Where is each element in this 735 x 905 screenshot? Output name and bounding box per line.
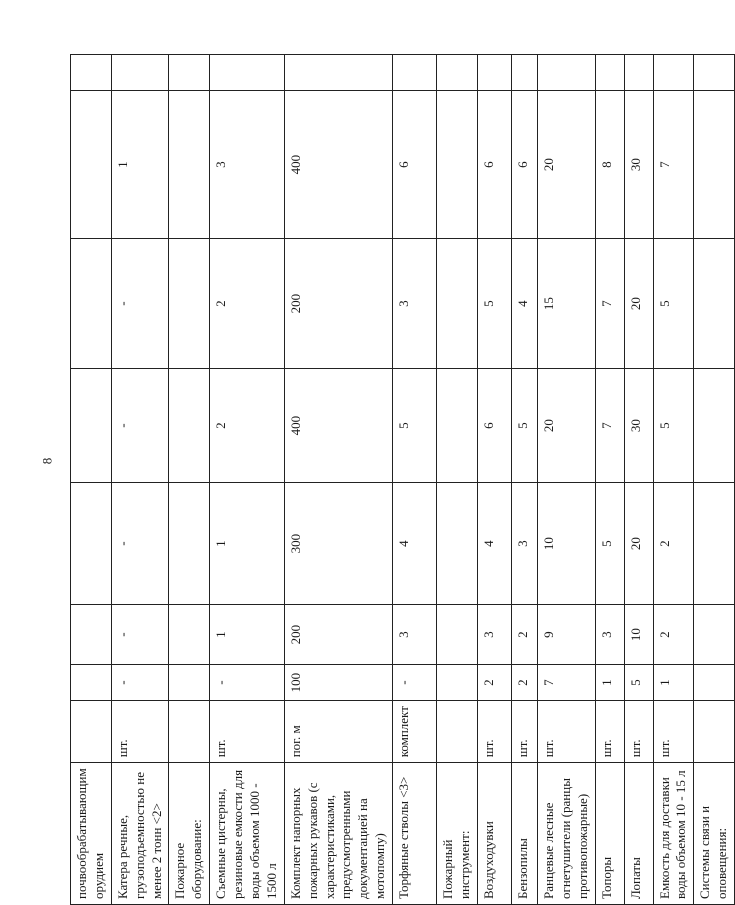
value-cell [169,369,210,483]
item-name-cell: Воздуходувки [477,763,511,905]
value-cell [694,665,735,701]
value-cell: 2 [511,665,537,701]
value-cell: 1 [210,605,285,665]
value-cell: 9 [537,605,595,665]
page-number: 8 [39,457,55,465]
item-name-cell: Пожарное оборудование: [169,763,210,905]
value-cell [169,55,210,91]
item-name-cell: Ранцевые лесные огнетушители (ранцы противопожарные) [537,763,595,905]
item-name-cell: Емкость для доставки воды объемом 10 - 15 л [653,763,694,905]
unit-cell: шт. [537,701,595,763]
value-cell: 400 [284,91,392,239]
value-cell: 2 [210,369,285,483]
value-cell: - [111,239,169,369]
value-cell: 7 [653,91,694,239]
value-cell [694,483,735,605]
unit-cell: шт. [624,701,653,763]
value-cell [437,605,478,665]
value-cell: 4 [393,483,437,605]
value-cell: 200 [284,605,392,665]
value-cell [284,55,392,91]
unit-cell [169,701,210,763]
value-cell: - [111,605,169,665]
value-cell: 7 [595,239,624,369]
value-cell: 7 [537,665,595,701]
value-cell [694,605,735,665]
table-row [393,55,437,905]
value-cell: 5 [653,369,694,483]
value-cell: 3 [511,483,537,605]
table-row [284,55,392,905]
value-cell: 200 [284,239,392,369]
value-cell: 2 [210,239,285,369]
value-cell [694,239,735,369]
value-cell [595,55,624,91]
table-row [477,55,511,905]
unit-cell: шт. [653,701,694,763]
value-cell: 5 [477,239,511,369]
value-cell [437,369,478,483]
unit-cell: шт. [210,701,285,763]
item-name-cell: Бензопилы [511,763,537,905]
value-cell [111,55,169,91]
value-cell: 3 [477,605,511,665]
unit-cell: шт. [595,701,624,763]
value-cell [71,483,112,605]
value-cell [71,665,112,701]
value-cell: 3 [210,91,285,239]
item-name-cell: почвообрабатывающим орудием [71,763,112,905]
value-cell: 3 [393,605,437,665]
value-cell [437,483,478,605]
unit-cell: пог. м [284,701,392,763]
value-cell: 3 [393,239,437,369]
value-cell [71,369,112,483]
value-cell [437,239,478,369]
table-row [653,55,694,905]
value-cell: 2 [653,483,694,605]
unit-cell: комплект [393,701,437,763]
item-name-cell: Съемные цистерны, резиновые емкости для воды объемом 1000 - 1500 л [210,763,285,905]
item-name-cell: Катера речные, грузоподъемностью не менее 2 тонн <2> [111,763,169,905]
table-row [595,55,624,905]
value-cell: 2 [653,605,694,665]
value-cell: 400 [284,369,392,483]
table-row [624,55,653,905]
value-cell: 2 [511,605,537,665]
table-row [210,55,285,905]
value-cell [511,55,537,91]
value-cell [437,55,478,91]
value-cell: 4 [511,239,537,369]
value-cell: 6 [477,369,511,483]
value-cell: 20 [537,369,595,483]
table-row [71,55,112,905]
value-cell [71,55,112,91]
table-row [537,55,595,905]
value-cell: 6 [393,91,437,239]
table-row [111,55,169,905]
item-name-cell: Торфяные стволы <3> [393,763,437,905]
value-cell: 100 [284,665,392,701]
value-cell [71,239,112,369]
unit-cell [71,701,112,763]
table-row [694,55,735,905]
table-row [437,55,478,905]
item-name-cell: Комплект напорных пожарных рукавов (с характеристиками, предусмотренными документацией на мотопомпу) [284,763,392,905]
value-cell: 5 [393,369,437,483]
value-cell: 7 [595,369,624,483]
item-name-cell: Пожарный инструмент: [437,763,478,905]
value-cell [169,91,210,239]
value-cell [624,55,653,91]
value-cell: - [210,665,285,701]
table-row [169,55,210,905]
value-cell: 10 [537,483,595,605]
value-cell [393,55,437,91]
unit-cell [437,701,478,763]
value-cell: 2 [477,665,511,701]
value-cell: 3 [595,605,624,665]
value-cell: 10 [624,605,653,665]
value-cell [169,665,210,701]
value-cell [437,665,478,701]
value-cell: 6 [511,91,537,239]
item-name-cell: Топоры [595,763,624,905]
value-cell: - [111,665,169,701]
unit-cell: шт. [111,701,169,763]
value-cell: 4 [477,483,511,605]
value-cell: 1 [210,483,285,605]
value-cell: 20 [537,91,595,239]
unit-cell: шт. [477,701,511,763]
value-cell: 20 [624,239,653,369]
value-cell: 1 [653,665,694,701]
value-cell [169,239,210,369]
value-cell: - [393,665,437,701]
unit-cell: шт. [511,701,537,763]
item-name-cell: Лопаты [624,763,653,905]
value-cell: 15 [537,239,595,369]
value-cell: 8 [595,91,624,239]
value-cell: 300 [284,483,392,605]
value-cell: 1 [111,91,169,239]
table-row [511,55,537,905]
value-cell [210,55,285,91]
equipment-table [70,54,735,905]
value-cell [169,605,210,665]
value-cell [71,605,112,665]
value-cell [437,91,478,239]
value-cell [694,91,735,239]
item-name-cell: Системы связи и оповещения: [694,763,735,905]
value-cell: 20 [624,483,653,605]
value-cell [694,55,735,91]
value-cell [169,483,210,605]
value-cell: - [111,369,169,483]
value-cell [71,91,112,239]
value-cell: 5 [511,369,537,483]
value-cell [694,369,735,483]
value-cell: 1 [595,665,624,701]
value-cell: 30 [624,91,653,239]
value-cell [477,55,511,91]
value-cell [537,55,595,91]
value-cell: 5 [653,239,694,369]
value-cell: 30 [624,369,653,483]
value-cell: 5 [624,665,653,701]
value-cell [653,55,694,91]
value-cell: - [111,483,169,605]
value-cell: 5 [595,483,624,605]
unit-cell [694,701,735,763]
value-cell: 6 [477,91,511,239]
